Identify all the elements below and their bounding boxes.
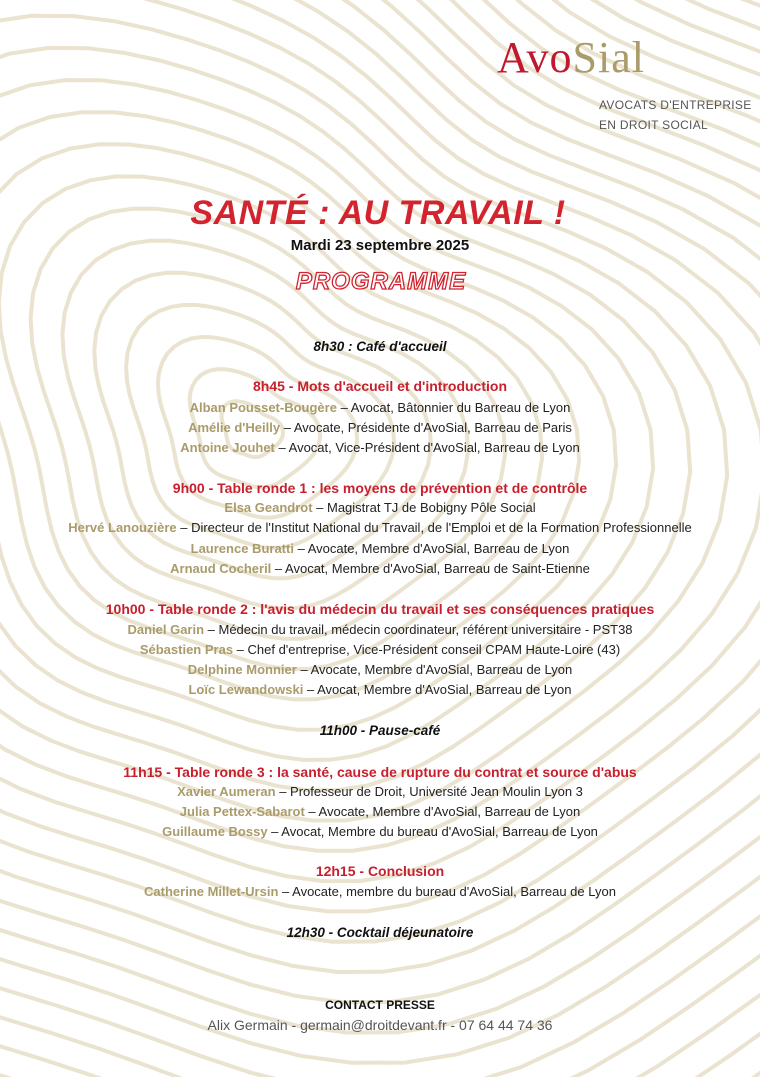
session-heading: 10h00 - Table ronde 2 : l'avis du médecin du travail et ses conséquences pratiques	[105, 601, 655, 617]
speaker-line	[0, 399, 760, 417]
speaker-name: Elsa Geandrot	[224, 500, 313, 515]
speaker-line	[0, 681, 760, 699]
speaker-line	[0, 499, 760, 517]
speaker-role: – Chef d'entreprise, Vice-Président conseil CPAM Haute-Loire (43)	[233, 642, 621, 657]
speaker-name: Alban Pousset-Bougère	[189, 400, 337, 415]
break-coffee: 11h00 - Pause-café	[319, 723, 441, 738]
speaker-line	[0, 540, 760, 558]
speaker-line	[0, 883, 760, 901]
speaker-line	[0, 439, 760, 457]
speaker-role: – Avocat, Membre du bureau d'AvoSial, Barreau de Lyon	[267, 824, 598, 839]
speaker-line	[0, 519, 760, 537]
speaker-name: Guillaume Bossy	[162, 824, 268, 839]
speaker-role: – Avocat, Membre d'AvoSial, Barreau de Saint-Etienne	[271, 561, 590, 576]
speaker-line	[0, 823, 760, 841]
speaker-name: Loïc Lewandowski	[188, 682, 304, 697]
session-heading: 8h45 - Mots d'accueil et d'introduction	[252, 378, 508, 394]
speaker-name: Xavier Aumeran	[177, 784, 276, 799]
speaker-role: – Avocate, Membre d'AvoSial, Barreau de Lyon	[293, 541, 570, 556]
speaker-role: – Magistrat TJ de Bobigny Pôle Social	[312, 500, 536, 515]
logo-tagline-2: EN DROIT SOCIAL	[599, 118, 708, 132]
speaker-role: – Directeur de l'Institut National du Travail, de l'Emploi et de la Formation Professionnelle	[176, 520, 692, 535]
speaker-role: – Avocat, Bâtonnier du Barreau de Lyon	[336, 400, 571, 415]
speaker-line	[0, 803, 760, 821]
speaker-role: – Avocate, Membre d'AvoSial, Barreau de Lyon	[296, 662, 573, 677]
speaker-role: – Avocate, membre du bureau d'AvoSial, Barreau de Lyon	[278, 884, 616, 899]
speaker-name: Hervé Lanouzière	[68, 520, 177, 535]
speaker-name: Julia Pettex-Sabarot	[179, 804, 305, 819]
speaker-name: Delphine Monnier	[187, 662, 297, 677]
break-cocktail: 12h30 - Cocktail déjeunatoire	[286, 925, 474, 940]
speaker-name: Daniel Garin	[127, 622, 205, 637]
speaker-line	[0, 419, 760, 437]
session-heading: 9h00 - Table ronde 1 : les moyens de prévention et de contrôle	[172, 480, 588, 496]
speaker-role: – Avocate, Présidente d'AvoSial, Barreau de Paris	[280, 420, 572, 435]
speaker-name: Laurence Buratti	[190, 541, 294, 556]
page-title: SANTÉ : AU TRAVAIL !	[190, 194, 566, 232]
speaker-line	[0, 621, 760, 639]
speaker-line	[0, 661, 760, 679]
speaker-role: – Avocat, Membre d'AvoSial, Barreau de Lyon	[303, 682, 572, 697]
avosial-logo: AvoSial	[497, 33, 645, 82]
contact-details: Alix Germain - germain@droitdevant.fr - 07 64 44 74 36	[207, 1017, 553, 1033]
speaker-name: Antoine Jouhet	[180, 440, 275, 455]
speaker-role: – Médecin du travail, médecin coordinateur, référent universitaire - PST38	[204, 622, 633, 637]
speaker-role: – Avocat, Vice-Président d'AvoSial, Barreau de Lyon	[274, 440, 580, 455]
speaker-line	[0, 783, 760, 801]
event-date: Mardi 23 septembre 2025	[290, 237, 470, 254]
break-welcome-coffee: 8h30 : Café d'accueil	[313, 339, 447, 354]
speaker-role: – Professeur de Droit, Université Jean Moulin Lyon 3	[275, 784, 583, 799]
speaker-name: Arnaud Cocheril	[170, 561, 272, 576]
speaker-name: Catherine Millet-Ursin	[144, 884, 279, 899]
speaker-role: – Avocate, Membre d'AvoSial, Barreau de Lyon	[304, 804, 581, 819]
contact-heading: CONTACT PRESSE	[325, 998, 435, 1012]
speaker-name: Sébastien Pras	[139, 642, 234, 657]
speaker-line	[0, 641, 760, 659]
speaker-name: Amélie d'Heilly	[188, 420, 281, 435]
logo-tagline-1: AVOCATS D'ENTREPRISE	[599, 98, 752, 112]
session-heading: 12h15 - Conclusion	[315, 863, 445, 879]
programme-label: PROGRAMME	[295, 268, 467, 295]
session-heading: 11h15 - Table ronde 3 : la santé, cause de rupture du contrat et source d'abus	[123, 764, 637, 780]
speaker-line	[0, 560, 760, 578]
